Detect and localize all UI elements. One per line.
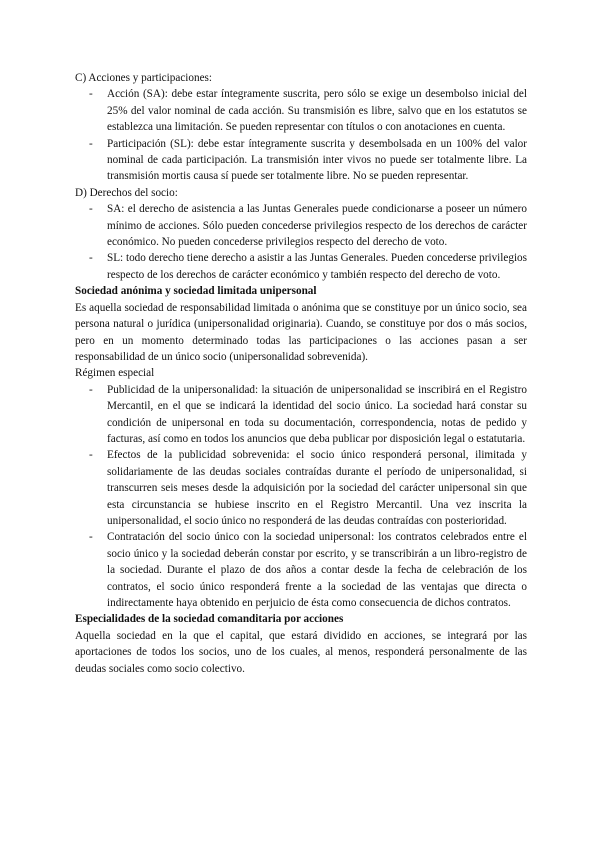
unipersonal-heading: Sociedad anónima y sociedad limitada unipersonal — [75, 285, 317, 298]
list-item — [75, 447, 527, 529]
bullet-dash: - — [89, 88, 93, 101]
section-d-list — [75, 201, 527, 283]
comanditaria-text: Aquella sociedad en la que el capital, que estará dividido en acciones, se integrará por las aportaciones de todos los socios, uno de los cuales, al menos, responderá personalmente de las deudas sociales como socio colectivo. — [75, 629, 527, 675]
comanditaria-heading: Especialidades de la sociedad comanditaria por acciones — [75, 613, 344, 626]
list-item-text: Contratación del socio único con la sociedad unipersonal: los contratos celebrados entre el socio único y la sociedad deberán constar por escrito, y se transcribirán a un libro-registro de la sociedad. Durante el plazo de dos años a contar desde la fecha de celebración de los contratos, el socio único responderá frente a la sociedad de las ventajas que directa o indirectamente haya obtenido en perjuicio de ésta como consecuencia de dichos contratos. — [107, 531, 527, 609]
list-item-text: Efectos de la publicidad sobrevenida: el socio único responderá personal, ilimitada y solidariamente de las deudas sociales contraídas durante el período de unipersonalidad, si transcurren seis meses desde la adquisición por la sociedad del carácter unipersonal sin que esta circunstancia se hubiese inscrito en el Registro Mercantil. Una vez inscrita la unipersonalidad, el socio único no responderá de las deudas contraídas con posterioridad. — [107, 449, 527, 527]
list-item-text: Participación (SL): debe estar íntegramente suscrita y desembolsada en un 100% del valor nominal de cada participación. La transmisión inter vivos no puede ser totalmente libre. La transmisión mortis causa sí puede ser totalmente libre. No se pueden representar. — [107, 137, 527, 183]
bullet-dash: - — [89, 383, 93, 396]
list-item — [75, 529, 527, 611]
bullet-dash: - — [89, 449, 93, 462]
document-page — [75, 70, 527, 677]
regimen-list — [75, 382, 527, 612]
regimen-subheading: Régimen especial — [75, 367, 155, 380]
list-item — [75, 136, 527, 185]
bullet-dash: - — [89, 203, 93, 216]
bullet-dash: - — [89, 252, 93, 265]
list-item — [75, 86, 527, 135]
list-item-text: Publicidad de la unipersonalidad: la situación de unipersonalidad se inscribirá en el Registro Mercantil, en el que se indicará la identidad del socio único. La sociedad hará constar su condición de unipersonal en toda su documentación, correspondencia, notas de pedido y facturas, así como en todos los anuncios que deba publicar por disposición legal o estatutaria. — [107, 383, 527, 445]
unipersonal-intro: Es aquella sociedad de responsabilidad limitada o anónima que se constituye por un único socio, sea persona natural o jurídica (unipersonalidad originaria). Cuando, se constituye por dos o más socios, pero en un momento determinado todas las participaciones o las acciones pasan a ser responsabilidad de un único socio (unipersonalidad sobrevenida). — [75, 301, 527, 363]
list-item-text: Acción (SA): debe estar íntegramente suscrita, pero sólo se exige un desembolso inicial del 25% del valor nominal de cada acción. Su transmisión es libre, salvo que en los estatutos se establezca una limitación. Se pueden representar con títulos o con anotaciones en cuenta. — [107, 88, 527, 134]
bullet-dash: - — [89, 531, 93, 544]
list-item-text: SL: todo derecho tiene derecho a asistir a las Juntas Generales. Pueden concederse privilegios respecto de los derechos de carácter económico y también respecto del derecho de voto. — [107, 252, 528, 281]
list-item — [75, 382, 527, 448]
section-c-title: C) Acciones y participaciones: — [75, 72, 213, 84]
bullet-dash: - — [89, 137, 93, 150]
list-item-text: SA: el derecho de asistencia a las Juntas Generales puede condicionarse a poseer un número mínimo de acciones. Sólo pueden concederse privilegios respecto de los derechos de carácter económico. No pueden concederse privilegios respecto del derecho de voto. — [107, 203, 527, 249]
section-c-list — [75, 86, 527, 184]
list-item — [75, 201, 527, 250]
list-item — [75, 250, 527, 283]
section-d-title: D) Derechos del socio: — [75, 186, 178, 199]
